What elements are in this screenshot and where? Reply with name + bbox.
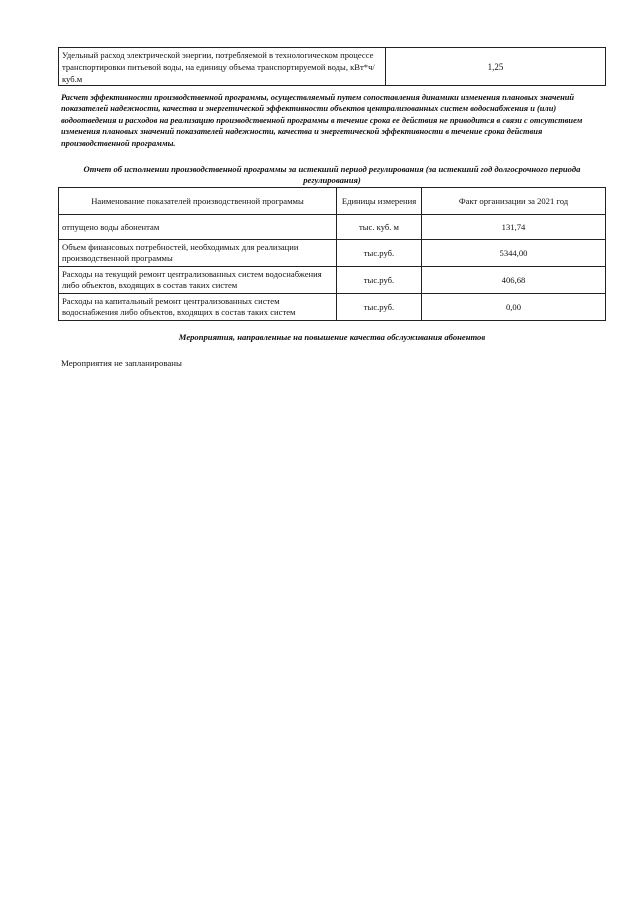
table-row [59,240,606,267]
measures-text: Мероприятия не запланированы [61,358,182,368]
energy-indicator-name: Удельный расход электрической энергии, потребляемой в технологическом процессе транспортировки питьевой воды, на единицу объема транспортируемой воды, кВт*ч/ куб.м [59,48,386,85]
row-unit: тыс.руб. [337,267,422,294]
report-table [58,187,606,321]
energy-indicator-table [58,47,606,86]
table-row [59,267,606,294]
efficiency-paragraph: Расчет эффективности производственной программы, осуществляемый путем сопоставления динамики изменения плановых значений показателей надежности, качества и энергетической эффективности объектов централизованных систем водоснабжения и (или) водоотведения и расходов на реализацию производственной программы в течение срока ее действия не приводится в связи с отсутствием изменения плановых значений показателей надежности, качества и энергетической эффективности в течение срока действия производственной программы. [61,93,583,148]
table-row [59,294,606,321]
header-indicator: Наименование показателей производственной программы [59,188,337,215]
row-unit: тыс. куб. м [337,215,422,240]
row-name: Расходы на капитальный ремонт централизованных систем водоснабжения либо объектов, входящих в состав таких систем [59,294,337,321]
report-header-row [59,188,606,215]
header-fact: Факт организации за 2021 год [422,188,606,215]
row-value: 5344,00 [422,240,606,267]
header-unit: Единицы измерения [337,188,422,215]
report-heading: Отчет об исполнении производственной программы за истекший период регулирования (за истекший год долгосрочного периода регулирования) [83,164,581,185]
energy-indicator-value: 1,25 [487,61,504,72]
row-name: отпущено воды абонентам [59,215,337,240]
measures-heading: Мероприятия, направленные на повышение качества обслуживания абонентов [178,332,486,342]
row-name: Объем финансовых потребностей, необходимых для реализации производственной программы [59,240,337,267]
row-value: 0,00 [422,294,606,321]
row-value: 406,68 [422,267,606,294]
row-value: 131,74 [422,215,606,240]
row-unit: тыс.руб. [337,294,422,321]
table-row [59,215,606,240]
row-unit: тыс.руб. [337,240,422,267]
row-name: Расходы на текущий ремонт централизованных систем водоснабжения либо объектов, входящих в состав таких систем [59,267,337,294]
